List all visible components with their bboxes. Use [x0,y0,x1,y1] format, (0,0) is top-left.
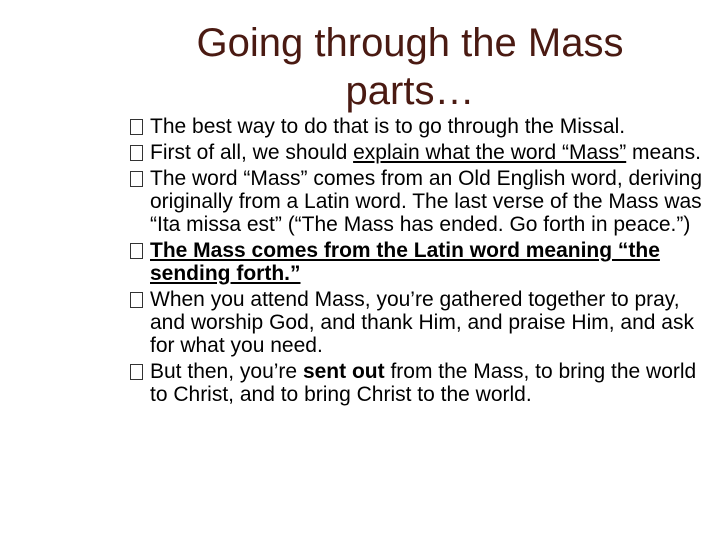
bullet-list [130,115,710,409]
bullet-box-icon [130,292,143,308]
bullet-item-2 [130,141,710,164]
bullet-text-prefix: First of all, we should [150,141,354,164]
title-line-2: parts… [345,69,475,113]
bullet-box-icon [130,171,143,187]
bullet-text: When you attend Mass, you’re gathered together to pray, and worship God, and thank Him, and praise Him, and ask for what you need. [150,288,694,357]
bullet-text: The word “Mass” comes from an Old English word, deriving originally from a Latin word. The last verse of the Mass was “Ita missa est” (“The Mass has ended. Go forth in peace.”) [150,167,703,236]
bullet-text-prefix: But then, you’re [150,360,303,383]
bullet-text-emphasis: The Mass comes from the Latin word meaning “the sending forth.” [150,239,660,285]
bullet-item-5 [130,288,710,357]
bullet-item-6 [130,360,710,406]
bullet-text-underlined: explain what the word “Mass” [353,141,627,164]
bullet-box-icon [130,145,143,161]
bullet-text-suffix: means. [626,141,701,164]
bullet-box-icon [130,119,143,135]
bullet-box-icon [130,364,143,380]
bullet-item-1 [130,115,710,138]
bullet-box-icon [130,243,143,259]
slide-title [150,18,670,116]
bullet-text-suffix: from the Mass, to bring the world to Christ, and to bring Christ to the world. [150,360,697,406]
bullet-item-4 [130,239,710,285]
bullet-text-bold: sent out [302,360,385,383]
bullet-item-3 [130,167,710,236]
title-line-1: Going through the Mass [196,21,624,65]
bullet-text: The best way to do that is to go through the Missal. [150,115,626,138]
